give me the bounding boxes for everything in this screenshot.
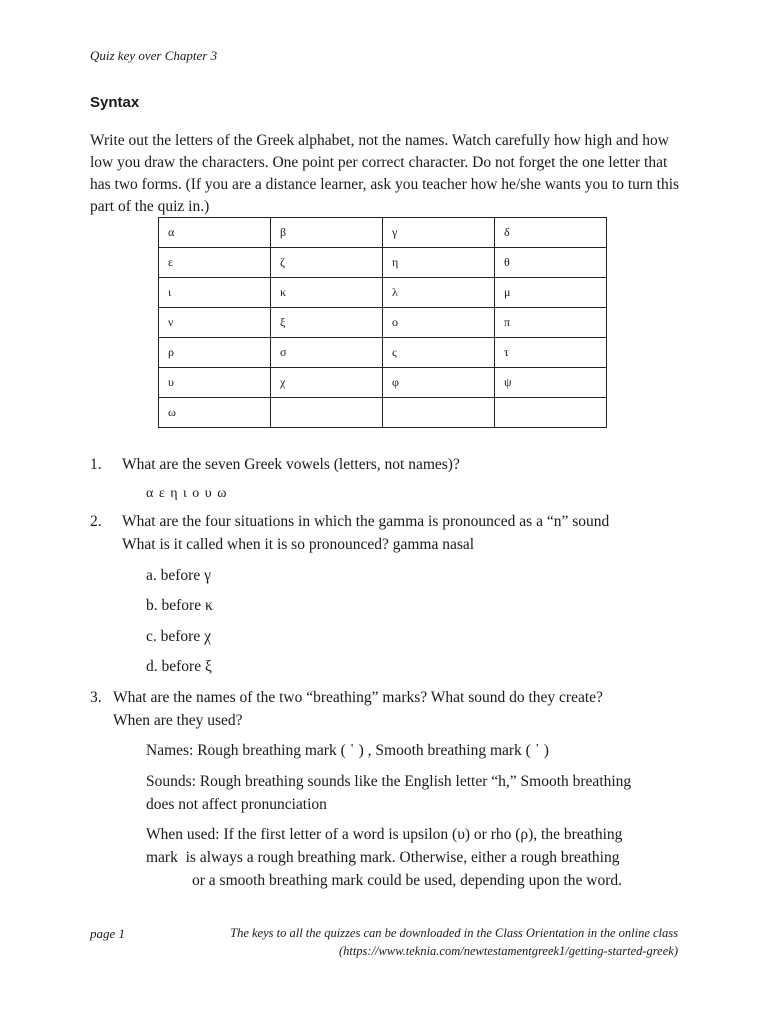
table-cell: ι <box>159 278 271 308</box>
table-cell: ς <box>383 338 495 368</box>
footer-note-line1: The keys to all the quizzes can be downloaded in the Class Orientation in the online class <box>230 926 678 940</box>
table-cell: ω <box>159 398 271 428</box>
table-cell: χ <box>271 368 383 398</box>
question-3-when-line1: When used: If the first letter of a word is upsilon (υ) or rho (ρ), the breathing <box>146 826 623 843</box>
question-3-number: 3. <box>90 689 102 706</box>
question-3-when-line3: or a smooth breathing mark could be used, depending upon the word. <box>192 872 623 889</box>
question-2-item-d: d. before ξ <box>146 658 212 675</box>
question-3-sounds-line1: Sounds: Rough breathing sounds like the English letter “h,” Smooth breathing <box>146 773 632 790</box>
page-number: page 1 <box>90 926 126 941</box>
table-row <box>159 308 607 338</box>
table-cell: μ <box>495 278 607 308</box>
table-cell: π <box>495 308 607 338</box>
table-cell: σ <box>271 338 383 368</box>
question-2-item-a: a. before γ <box>146 567 211 584</box>
question-3-line2: When are they used? <box>113 712 243 729</box>
table-cell: η <box>383 248 495 278</box>
table-cell: ζ <box>271 248 383 278</box>
question-3-sounds-line2: does not affect pronunciation <box>146 796 327 813</box>
table-cell <box>495 398 607 428</box>
question-2-item-b: b. before κ <box>146 597 213 614</box>
table-cell: ν <box>159 308 271 338</box>
table-cell: υ <box>159 368 271 398</box>
table-cell: γ <box>383 218 495 248</box>
table-cell: ψ <box>495 368 607 398</box>
question-3-line1: What are the names of the two “breathing” marks? What sound do they create? <box>113 689 603 706</box>
question-2-line2: What is it called when it is so pronounced? gamma nasal <box>122 536 475 553</box>
table-row <box>159 218 607 248</box>
table-cell: ε <box>159 248 271 278</box>
table-cell: θ <box>495 248 607 278</box>
table-cell: δ <box>495 218 607 248</box>
table-cell: τ <box>495 338 607 368</box>
table-cell <box>271 398 383 428</box>
table-cell: λ <box>383 278 495 308</box>
table-row <box>159 398 607 428</box>
table-cell: κ <box>271 278 383 308</box>
table-cell: ο <box>383 308 495 338</box>
table-cell: φ <box>383 368 495 398</box>
question-1-number: 1. <box>90 456 102 473</box>
table-row <box>159 278 607 308</box>
question-3-names: Names: Rough breathing mark ( ῾ ) , Smooth breathing mark ( ᾿ ) <box>146 742 549 759</box>
question-3-when-line2: mark is always a rough breathing mark. Otherwise, either a rough breathing <box>146 849 620 866</box>
table-row <box>159 248 607 278</box>
question-2-number: 2. <box>90 513 102 530</box>
table-row <box>159 368 607 398</box>
table-cell: α <box>159 218 271 248</box>
section-heading: Syntax <box>90 94 140 111</box>
footer-note-line2: (https://www.teknia.com/newtestamentgreek1/getting-started-greek) <box>338 944 678 958</box>
table-row <box>159 338 607 368</box>
table-cell: ρ <box>159 338 271 368</box>
table-cell: ξ <box>271 308 383 338</box>
table-cell <box>383 398 495 428</box>
question-2-item-c: c. before χ <box>146 628 211 645</box>
footer-note <box>230 924 678 960</box>
greek-alphabet-table <box>158 217 607 428</box>
question-1-answer: α ε η ι ο υ ω <box>146 486 228 501</box>
question-2-line1: What are the four situations in which the gamma is pronounced as a “n” sound <box>122 513 610 530</box>
page-header: Quiz key over Chapter 3 <box>90 48 218 63</box>
table-cell: β <box>271 218 383 248</box>
question-1-text: What are the seven Greek vowels (letters, not names)? <box>122 456 460 473</box>
instructions-paragraph: Write out the letters of the Greek alphabet, not the names. Watch carefully how high and how low you draw the characters. One point per correct character. Do not forget the one letter that has two forms. (If you are a distance learner, ask you teacher how he/she wants you to turn this part of the quiz in.) <box>90 132 680 215</box>
